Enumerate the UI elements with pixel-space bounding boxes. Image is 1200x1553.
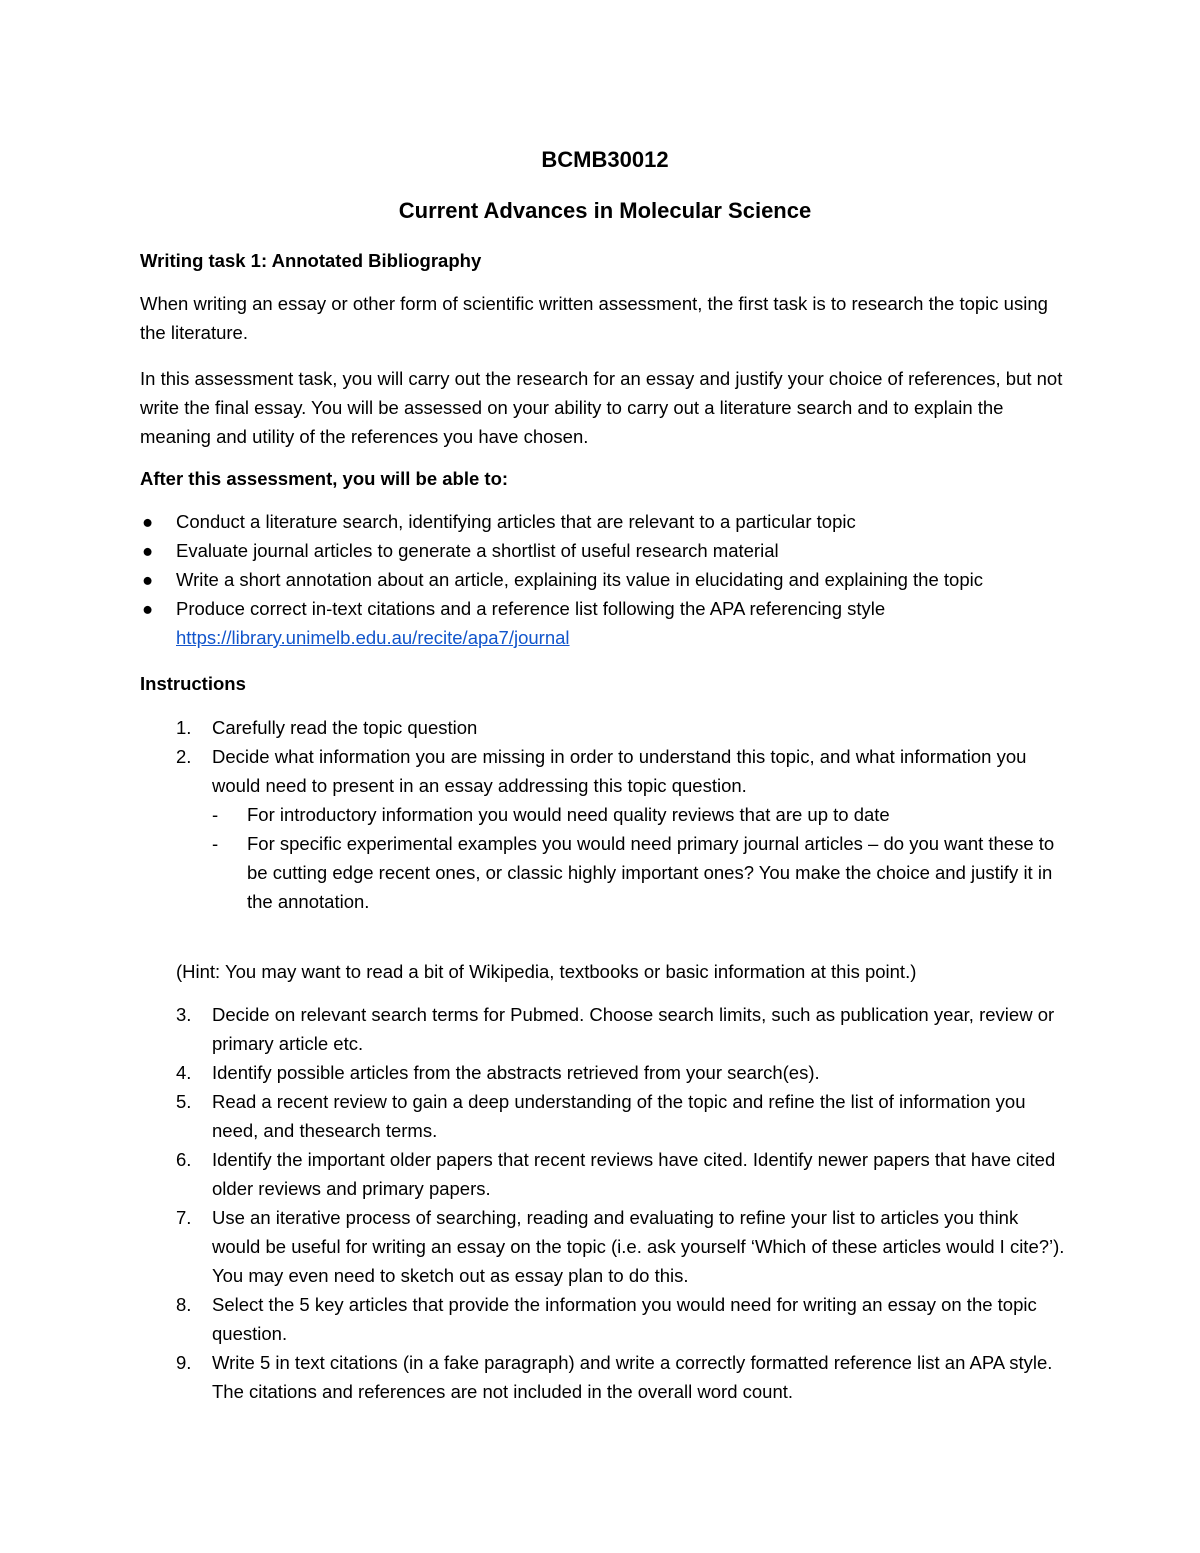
- sub-item-text: For specific experimental examples you would need primary journal articles – do you want these to be cutting edge recent ones, or classic highly important ones? You make the choice and justify it in the annotation.: [247, 833, 1055, 912]
- outcome-text: Conduct a literature search, identifying articles that are relevant to a particular topic: [176, 511, 856, 532]
- task-heading: Writing task 1: Annotated Bibliography: [140, 250, 482, 271]
- step-text: Select the 5 key articles that provide the information you would need for writing an essay on the topic question.: [212, 1294, 1037, 1344]
- instruction-steps-part1: [140, 713, 1070, 916]
- hint-text: (Hint: You may want to read a bit of Wikipedia, textbooks or basic information at this point.): [176, 961, 917, 982]
- list-item: [140, 1087, 1070, 1145]
- list-item: [140, 565, 1070, 594]
- step-text: Read a recent review to gain a deep understanding of the topic and refine the list of information you need, and thesearch terms.: [212, 1091, 1026, 1141]
- outcome-text: Produce correct in-text citations and a reference list following the APA referencing style: [176, 598, 886, 619]
- step-number: 4.: [176, 1062, 192, 1083]
- step-text: Write 5 in text citations (in a fake paragraph) and write a correctly formatted reference list an APA style. The citations and references are not included in the overall word count.: [212, 1352, 1053, 1402]
- list-item: [140, 1290, 1070, 1348]
- apa-reference-link[interactable]: https://library.unimelb.edu.au/recite/apa7/journal: [176, 627, 570, 648]
- list-item: [140, 594, 1070, 652]
- list-item: [140, 1145, 1070, 1203]
- step-text: Decide on relevant search terms for Pubmed. Choose search limits, such as publication year, review or primary article etc.: [212, 1004, 1055, 1054]
- step-number: 2.: [176, 746, 192, 767]
- list-item: [140, 1058, 1070, 1087]
- outcomes-list: [140, 507, 1070, 652]
- dash-marker: -: [212, 833, 219, 854]
- bullet-icon: ●: [142, 598, 154, 619]
- list-item: [140, 713, 1070, 742]
- course-code: BCMB30012: [541, 147, 669, 172]
- bullet-icon: ●: [142, 511, 154, 532]
- list-item: [140, 1348, 1070, 1406]
- list-item: [140, 536, 1070, 565]
- instructions-heading: Instructions: [140, 673, 246, 694]
- step-number: 9.: [176, 1352, 192, 1373]
- step-text: Carefully read the topic question: [212, 717, 478, 738]
- bullet-icon: ●: [142, 569, 154, 590]
- instruction-steps-part2: [140, 1000, 1070, 1406]
- list-item: [140, 507, 1070, 536]
- dash-marker: -: [212, 804, 219, 825]
- step-number: 5.: [176, 1091, 192, 1112]
- bullet-icon: ●: [142, 540, 154, 561]
- step-number: 3.: [176, 1004, 192, 1025]
- intro-paragraph: When writing an essay or other form of scientific written assessment, the first task is to research the topic using the literature.: [140, 293, 1048, 343]
- list-item: [140, 800, 1070, 829]
- course-title: Current Advances in Molecular Science: [398, 198, 812, 223]
- step-number: 7.: [176, 1207, 192, 1228]
- task-paragraph: In this assessment task, you will carry out the research for an essay and justify your choice of references, but not write the final essay. You will be assessed on your ability to carry out a literature search and to explain the meaning and utility of the references you have chosen.: [140, 368, 1063, 447]
- list-item: [140, 1203, 1070, 1290]
- list-item: [140, 1000, 1070, 1058]
- list-item: [140, 742, 1070, 800]
- outcomes-heading: After this assessment, you will be able to:: [140, 468, 509, 489]
- outcome-text: Write a short annotation about an article, explaining its value in elucidating and explaining the topic: [176, 569, 983, 590]
- step-text: Use an iterative process of searching, reading and evaluating to refine your list to articles you think would be useful for writing an essay on the topic (i.e. ask yourself ‘Which of these articles would I cite?’). You may even need to sketch out as essay plan to do this.: [212, 1207, 1065, 1286]
- step-text: Identify possible articles from the abstracts retrieved from your search(es).: [212, 1062, 820, 1083]
- sub-item-text: For introductory information you would need quality reviews that are up to date: [247, 804, 890, 825]
- step-text: Decide what information you are missing in order to understand this topic, and what information you would need to present in an essay addressing this topic question.: [212, 746, 1027, 796]
- outcome-text: Evaluate journal articles to generate a shortlist of useful research material: [176, 540, 779, 561]
- step-number: 6.: [176, 1149, 192, 1170]
- list-item: [140, 829, 1070, 916]
- step-text: Identify the important older papers that recent reviews have cited. Identify newer papers that have cited older reviews and primary papers.: [212, 1149, 1056, 1199]
- step-number: 8.: [176, 1294, 192, 1315]
- step-number: 1.: [176, 717, 192, 738]
